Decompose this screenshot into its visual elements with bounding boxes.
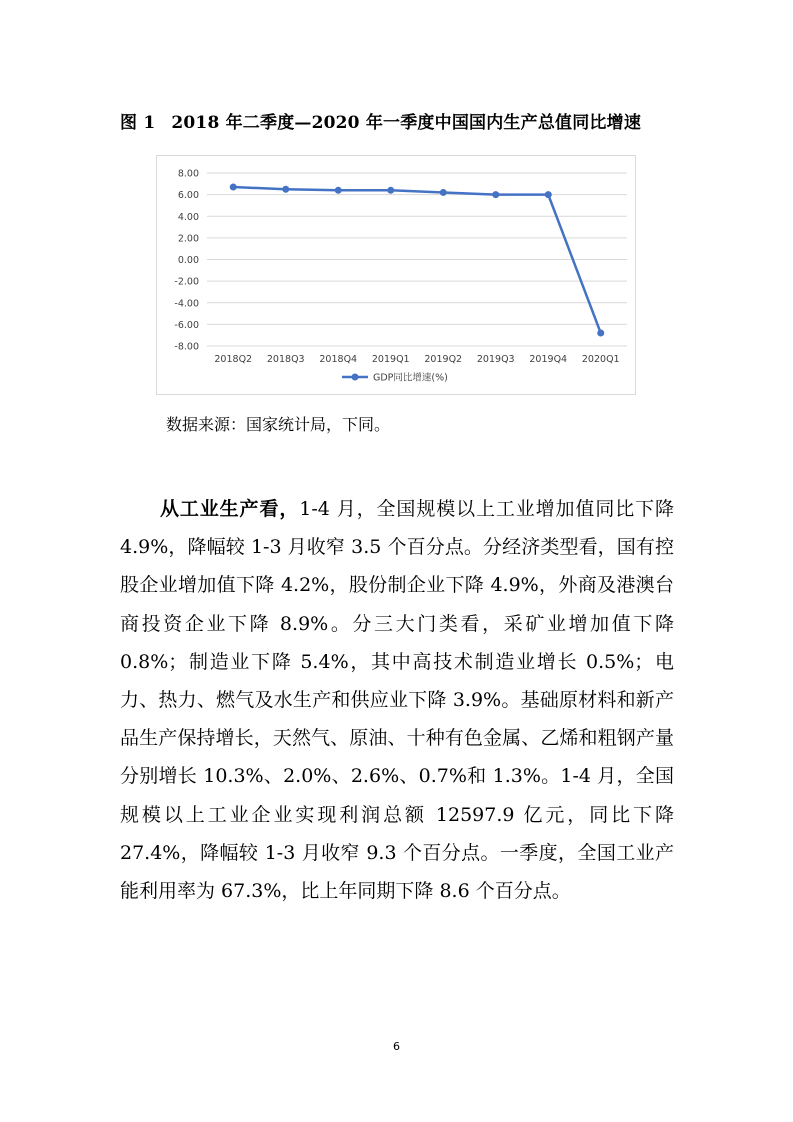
legend-marker: [352, 374, 359, 381]
x-tick-label: 2019Q1: [371, 354, 410, 365]
x-tick-label: 2019Q4: [529, 354, 568, 365]
source-note: 数据来源：国家统计局，下同。: [166, 415, 391, 434]
data-point: [492, 191, 499, 198]
y-tick-label: 6.00: [177, 190, 199, 202]
data-point: [545, 191, 552, 198]
y-tick-label: -4.00: [174, 298, 199, 310]
data-point: [282, 186, 289, 193]
x-tick-label: 2018Q2: [214, 354, 253, 365]
page-number: 6: [393, 1040, 400, 1053]
gdp-line-chart: [156, 155, 636, 395]
chart-canvas: [157, 156, 635, 394]
x-tick-label: 2019Q2: [424, 354, 463, 365]
series-line: [233, 187, 601, 333]
x-tick-label: 2018Q4: [319, 354, 358, 365]
data-point: [230, 184, 237, 191]
y-tick-label: -2.00: [174, 276, 199, 288]
y-tick-label: 8.00: [177, 168, 199, 180]
x-tick-label: 2019Q3: [476, 354, 515, 365]
y-tick-label: -8.00: [174, 341, 199, 353]
legend-label: GDP同比增速(%): [373, 372, 448, 384]
figure-title: [120, 108, 641, 133]
x-tick-label: 2018Q3: [266, 354, 305, 365]
data-point: [335, 187, 342, 194]
y-tick-label: 0.00: [177, 255, 199, 266]
figure-number: 图 1: [120, 113, 156, 133]
data-point: [440, 189, 447, 196]
y-tick-label: -6.00: [174, 319, 199, 331]
paragraph-text: 1-4 月，全国规模以上工业增加值同比下降 4.9%，降幅较 1-3 月收窄 3.5 个百分点。分经济类型看，国有控股企业增加值下降 4.2%，股份制企业下降 4.9%，外商及港澳台商投资企业下降 8.9%。分三大门类看，采矿业增加值下降 0.8%；制造业下降 5.4%，其中高技术制造业增长 0.5%；电力、热力、燃气及水生产和供应业下降 3.9%。基础原材料和新产品生产保持增长，天然气、原油、十种有色金属、乙烯和粗钢产量分别增长 10.3%、2.0%、2.6%、0.7%和 1.3%。1-4 月，全国规模以上工业企业实现利润总额 12597.9 亿元，同比下降 27.4%，降幅较 1-3 月收窄 9.3 个百分点。一季度，全国工业产能利用率为 67.3%，比上年同期下降 8.6 个百分点。: [120, 498, 674, 903]
x-tick-label: 2020Q1: [581, 354, 620, 365]
figure-title-text: 2018 年二季度—2020 年一季度中国国内生产总值同比增速: [171, 113, 642, 133]
paragraph-lead: 从工业生产看，: [160, 498, 300, 520]
y-tick-label: 2.00: [177, 233, 199, 245]
body-paragraph: [120, 490, 674, 910]
data-point: [387, 187, 394, 194]
data-point: [597, 330, 604, 337]
y-tick-label: 4.00: [177, 211, 199, 223]
